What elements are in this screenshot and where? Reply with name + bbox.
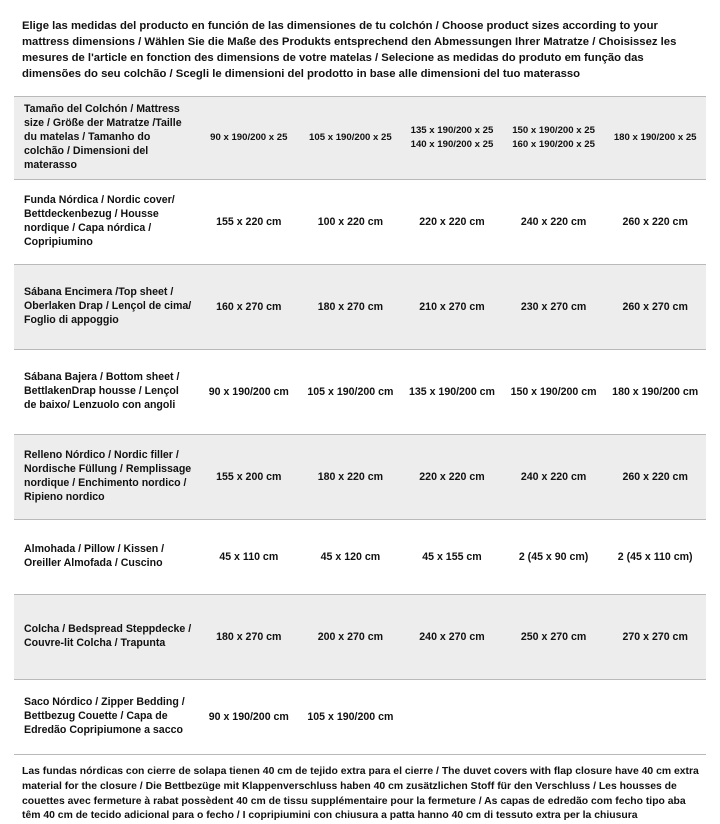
row-label: Funda Nórdica / Nordic cover/ Bettdeckenbezug / Housse nordique / Capa nórdica / Copripiumino <box>14 179 198 264</box>
row-cell: 45 x 110 cm <box>198 519 300 594</box>
row-cell: 90 x 190/200 cm <box>198 679 300 754</box>
row-label: Sábana Bajera / Bottom sheet / BettlakenDrap housse / Lençol de baixo/ Lenzuolo con angoli <box>14 349 198 434</box>
header-col-2 <box>300 97 402 180</box>
row-cell: 180 x 270 cm <box>300 264 402 349</box>
header-col-5 <box>604 97 706 180</box>
header-col-4-line-2: 160 x 190/200 x 25 <box>512 139 595 151</box>
row-cell: 270 x 270 cm <box>604 594 706 679</box>
row-cell: 260 x 270 cm <box>604 264 706 349</box>
header-col-1 <box>198 97 300 180</box>
row-cell: 45 x 120 cm <box>300 519 402 594</box>
table-row <box>14 679 706 754</box>
header-col-4 <box>503 97 605 180</box>
table-row <box>14 349 706 434</box>
row-label: Relleno Nórdico / Nordic filler / Nordische Füllung / Remplissage nordique / Enchimento nordico / Ripieno nordico <box>14 434 198 519</box>
header-col-3-line-1: 135 x 190/200 x 25 <box>410 125 494 137</box>
row-cell: 180 x 190/200 cm <box>604 349 706 434</box>
row-cell: 220 x 220 cm <box>401 179 503 264</box>
table-row <box>14 434 706 519</box>
header-col-1-line-1: 90 x 190/200 x 25 <box>210 132 288 144</box>
row-cell: 240 x 270 cm <box>401 594 503 679</box>
row-cell: 200 x 270 cm <box>300 594 402 679</box>
size-guide-table <box>14 96 706 755</box>
header-col-5-line-1: 180 x 190/200 x 25 <box>613 132 697 144</box>
header-col-3 <box>401 97 503 180</box>
row-cell <box>401 679 503 754</box>
row-cell: 2 (45 x 110 cm) <box>604 519 706 594</box>
row-cell: 100 x 220 cm <box>300 179 402 264</box>
row-cell: 105 x 190/200 cm <box>300 349 402 434</box>
row-cell <box>503 679 605 754</box>
table-body <box>14 97 706 755</box>
row-cell: 150 x 190/200 cm <box>503 349 605 434</box>
row-label: Colcha / Bedspread Steppdecke / Couvre-lit Colcha / Trapunta <box>14 594 198 679</box>
row-cell: 135 x 190/200 cm <box>401 349 503 434</box>
row-cell: 250 x 270 cm <box>503 594 605 679</box>
table-row <box>14 179 706 264</box>
row-cell: 260 x 220 cm <box>604 179 706 264</box>
row-cell: 160 x 270 cm <box>198 264 300 349</box>
table-row <box>14 594 706 679</box>
row-label: Almohada / Pillow / Kissen / Oreiller Almofada / Cuscino <box>14 519 198 594</box>
intro-text: Elige las medidas del producto en función de las dimensiones de tu colchón / Choose product sizes according to your mattress dimensions / Wählen Sie die Maße des Produkts entsprechend den Abmessungen Ihrer Matratze / Choisissez les mesures de l'article en fonction des dimensions de votre matelas / Selecione as medidas do produto em função das dimensões do seu colchão / Scegli le dimensioni del prodotto in base alle dimensioni del tuo materasso <box>22 20 677 81</box>
row-cell: 240 x 220 cm <box>503 434 605 519</box>
row-cell: 240 x 220 cm <box>503 179 605 264</box>
row-cell: 155 x 200 cm <box>198 434 300 519</box>
row-cell: 260 x 220 cm <box>604 434 706 519</box>
row-cell: 180 x 270 cm <box>198 594 300 679</box>
header-col-2-line-1: 105 x 190/200 x 25 <box>309 132 392 144</box>
row-cell: 90 x 190/200 cm <box>198 349 300 434</box>
row-cell: 220 x 220 cm <box>401 434 503 519</box>
row-cell <box>604 679 706 754</box>
row-cell: 230 x 270 cm <box>503 264 605 349</box>
row-cell: 155 x 220 cm <box>198 179 300 264</box>
table-header-row <box>14 97 706 180</box>
row-cell: 210 x 270 cm <box>401 264 503 349</box>
header-col-3-line-2: 140 x 190/200 x 25 <box>410 139 494 151</box>
header-label-cell: Tamaño del Colchón / Mattress size / Größe der Matratze /Taille du matelas / Tamanho do colchão / Dimensioni del materasso <box>14 97 198 180</box>
row-cell: 2 (45 x 90 cm) <box>503 519 605 594</box>
row-cell: 180 x 220 cm <box>300 434 402 519</box>
row-label: Sábana Encimera /Top sheet / Oberlaken Drap / Lençol de cima/ Foglio di appoggio <box>14 264 198 349</box>
footnote-text: Las fundas nórdicas con cierre de solapa tienen 40 cm de tejido extra para el cierre / The duvet covers with flap closure have 40 cm extra material for the closure / Die Bettbezüge mit Klappenverschluss haben 40 cm zusätzlichen Stoff für den Verschluss / Les housses de couettes avec fermeture à rabat possèdent 40 cm de tissu supplémentaire pour la fermeture / As capas de edredão com fecho tipo aba têm 40 cm de tecido adicional para o fecho / I copripiumini con chiusura a patta hanno 40 cm di tessuto extra per la chiusura <box>22 765 699 822</box>
row-cell: 45 x 155 cm <box>401 519 503 594</box>
table-row <box>14 519 706 594</box>
header-col-4-line-1: 150 x 190/200 x 25 <box>512 125 595 137</box>
row-cell: 105 x 190/200 cm <box>300 679 402 754</box>
row-label: Saco Nórdico / Zipper Bedding / Bettbezug Couette / Capa de Edredão Copripiumone a sacco <box>14 679 198 754</box>
table-row <box>14 264 706 349</box>
